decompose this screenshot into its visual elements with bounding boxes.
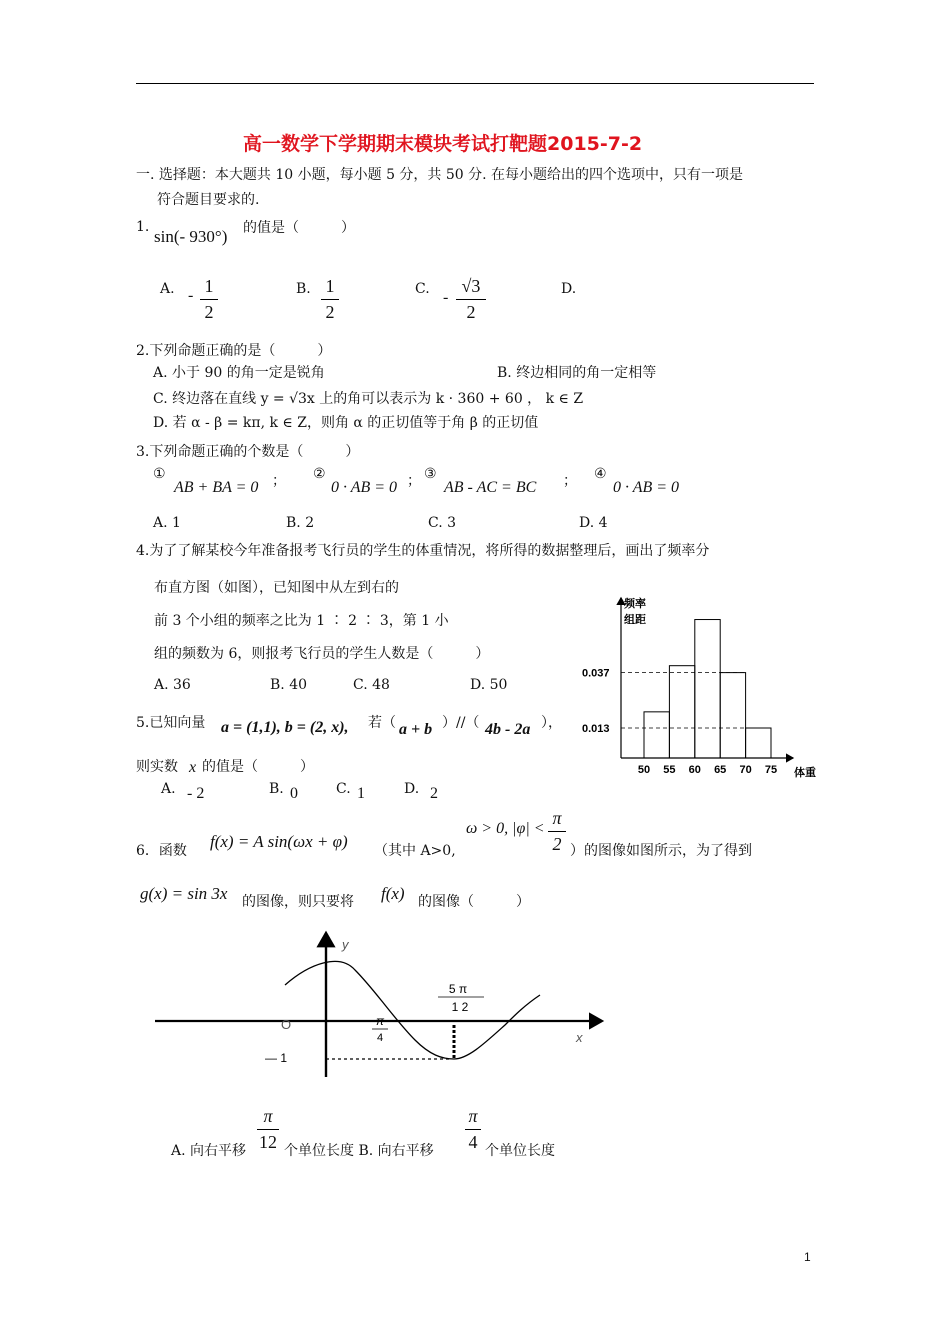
frequency-histogram [578,592,823,784]
q5-option-c-label: C. [336,781,351,797]
fraction-numerator: 1 [325,276,335,296]
fraction-denominator: 4 [468,1132,478,1152]
q6-condition-text: （其中 A>0, [374,843,456,859]
q1-expression: sin(- 930°) [154,227,228,246]
q5-option-b-value: 0 [290,785,298,802]
y-axis-label-top: 频率 [624,598,646,610]
q5-vectors: a = (1,1), b = (2, x), [221,719,349,736]
fraction-numerator: π [468,1106,478,1126]
section-intro-line1: 一. 选择题：本大题共 10 小题，每小题 5 分，共 50 分. 在每小题给出的四个选项中，只有一项是 [136,167,744,183]
q6-pi-over-two [548,808,566,855]
q4-option-b: B. 40 [270,677,308,693]
section-intro-line2: 符合题目要求的. [157,192,260,208]
q3-circle-3: ③ [424,466,437,482]
q4-line-2: 布直方图（如图），已知图中从左到右的 [154,580,399,596]
q5-parallel: ）//（ [442,715,480,731]
q6-function: f(x) = A sin(ωx + φ) [210,832,348,851]
fraction-denominator: 2 [325,302,335,322]
q3-option-c: C. 3 [428,515,457,531]
q2-option-b: B. 终边相同的角一定相等 [497,365,657,381]
q3-circle-1: ① [153,466,166,482]
q5-option-a-label: A. [161,781,176,797]
fraction-bar [456,299,486,300]
q4-option-a: A. 36 [154,677,191,693]
fraction-numerator: π [552,808,562,828]
q5-variable: x [189,759,197,776]
q1-option-b-label: B. [296,281,311,297]
q6-line2-end: 的图像（ ） [418,894,530,910]
y-axis-label-bottom: 组距 [624,614,646,626]
histogram-bar [644,712,669,758]
q3-item-1: AB + BA = 0 [174,479,259,496]
q2-option-d: D. 若 α - β = kπ, k ∈ Z，则角 α 的正切值等于角 β 的正切值 [153,415,539,431]
q1-number: 1. [136,219,150,235]
q3-item-2: 0 · AB = 0 [331,479,398,496]
q5-option-c-value: 1 [357,785,365,802]
histogram-bar [720,673,745,758]
x-tick-label: 60 [688,764,701,776]
q3-item-3: AB - AC = BC [444,479,537,496]
fraction-denominator: 2 [204,302,214,322]
fraction-denominator: 2 [466,302,476,322]
page-number: 1 [804,1250,811,1264]
x-axis-label: x [576,1030,583,1045]
fraction-denominator: 12 [259,1132,277,1152]
x-tick-label: 55 [663,764,676,776]
x-tick-label: 75 [764,764,778,776]
q3-item-4: 0 · AB = 0 [613,479,680,496]
fraction-numerator: 1 [204,276,214,296]
x-axis-label: 体重 [794,767,816,779]
q5-option-d-label: D. [404,781,420,797]
q2-stem: 2.下列命题正确的是（ ） [136,343,332,359]
q6-source-function: f(x) [381,884,405,903]
q1-option-c-fraction [456,276,486,323]
q6-option-a-suffix: 个单位长度 B. 向右平移 [284,1143,434,1159]
q1-option-c-sign: - [443,289,449,306]
q6-option-a-prefix: A. 向右平移 [171,1143,247,1159]
fraction-bar [321,299,339,300]
q3-option-d: D. 4 [579,515,608,531]
q1-option-a-fraction [200,276,218,323]
sine-curve [285,961,540,1059]
q2-option-c: C. 终边落在直线 y = √3x 上的角可以表示为 k · 360 + 60 ， k ∈ Z [153,391,584,407]
histogram-bar [746,728,771,758]
y-tick-label: 0.037 [582,667,610,680]
fraction-numerator: √3 [461,276,481,296]
q5-close: ）， [541,715,562,731]
q6-option-a-fraction [257,1106,279,1153]
x-tick-label: 70 [739,764,752,776]
q5-option-d-value: 2 [430,785,438,802]
pi-over-four-denominator: 4 [376,1032,384,1044]
q1-option-c-label: C. [415,281,430,297]
q3-circle-2: ② [313,466,326,482]
top-rule [136,83,814,84]
q5-diff-vector: 4b - 2a [485,721,531,738]
q6-option-b-suffix: 个单位长度 [485,1143,555,1159]
origin-label: O [281,1017,292,1032]
q3-separator: ； [563,473,577,489]
q4-option-d: D. 50 [470,677,508,693]
q1-option-a-sign: - [188,287,194,304]
pi-over-four-numerator: π [375,1014,385,1028]
q1-stem: 的值是（ ） [243,220,355,236]
q3-separator: ； [272,473,286,489]
q6-prefix: 6．函数 [136,843,187,859]
q3-circle-4: ④ [594,466,607,482]
q1-option-b-fraction [321,276,339,323]
fraction-denominator: 2 [552,834,562,854]
q1-option-a-label: A. [160,281,175,297]
q5-option-b-label: B. [269,781,284,797]
q3-stem: 3.下列命题正确的个数是（ ） [136,444,360,460]
q3-option-a: A. 1 [153,515,181,531]
q6-rest: ）的图像如图所示，为了得到 [570,843,752,859]
x-tick-label: 65 [714,764,727,776]
fraction-bar [465,1129,481,1130]
q6-condition: ω > 0, |φ| < [466,820,545,837]
q6-option-b-fraction [465,1106,481,1153]
q6-line2: 的图像，则只要将 [242,894,354,910]
sine-graph [150,925,610,1085]
fraction-bar [257,1129,279,1130]
histogram-bar [669,666,694,758]
y-tick-label: 0.013 [582,723,610,735]
fraction-bar [548,831,566,832]
q5-prefix: 5.已知向量 [136,715,206,731]
q5-sum-vector: a + b [399,721,433,738]
x-tick-label: 50 [637,764,651,776]
q2-option-a: A. 小于 90 的角一定是锐角 [153,365,325,381]
q4-option-c: C. 48 [353,677,390,693]
fraction-numerator: π [263,1106,273,1126]
page-title: 高一数学下学期期末模块考试打靶题2015-7-2 [243,133,643,155]
q4-line-3: 前 3 个小组的频率之比为 1 ∶ 2 ∶ 3，第 1 小 [154,613,449,629]
q4-line-4: 组的频数为 6，则报考飞行员的学生人数是（ ） [154,646,490,662]
q3-separator: ； [407,473,421,489]
y-axis-label: y [342,937,349,952]
q5-line2-end: 的值是（ ） [202,759,314,775]
q4-line-1: 4.为了了解某校今年准备报考飞行员的学生的体重情况，将所得的数据整理后，画出了频率分 [136,543,710,559]
q5-line2: 则实数 [136,759,178,775]
five-pi-twelfths-denominator: 1 2 [451,1000,469,1014]
q5-option-a-value: - 2 [187,785,205,802]
minus-one-label: — 1 [265,1051,288,1065]
five-pi-twelfths-numerator: 5 π [448,982,468,996]
q3-option-b: B. 2 [286,515,315,531]
histogram-bar [695,620,720,758]
q6-target-function: g(x) = sin 3x [140,884,228,903]
fraction-bar [200,299,218,300]
q5-if: 若（ [368,715,396,731]
q1-option-d-label: D. [561,281,577,297]
